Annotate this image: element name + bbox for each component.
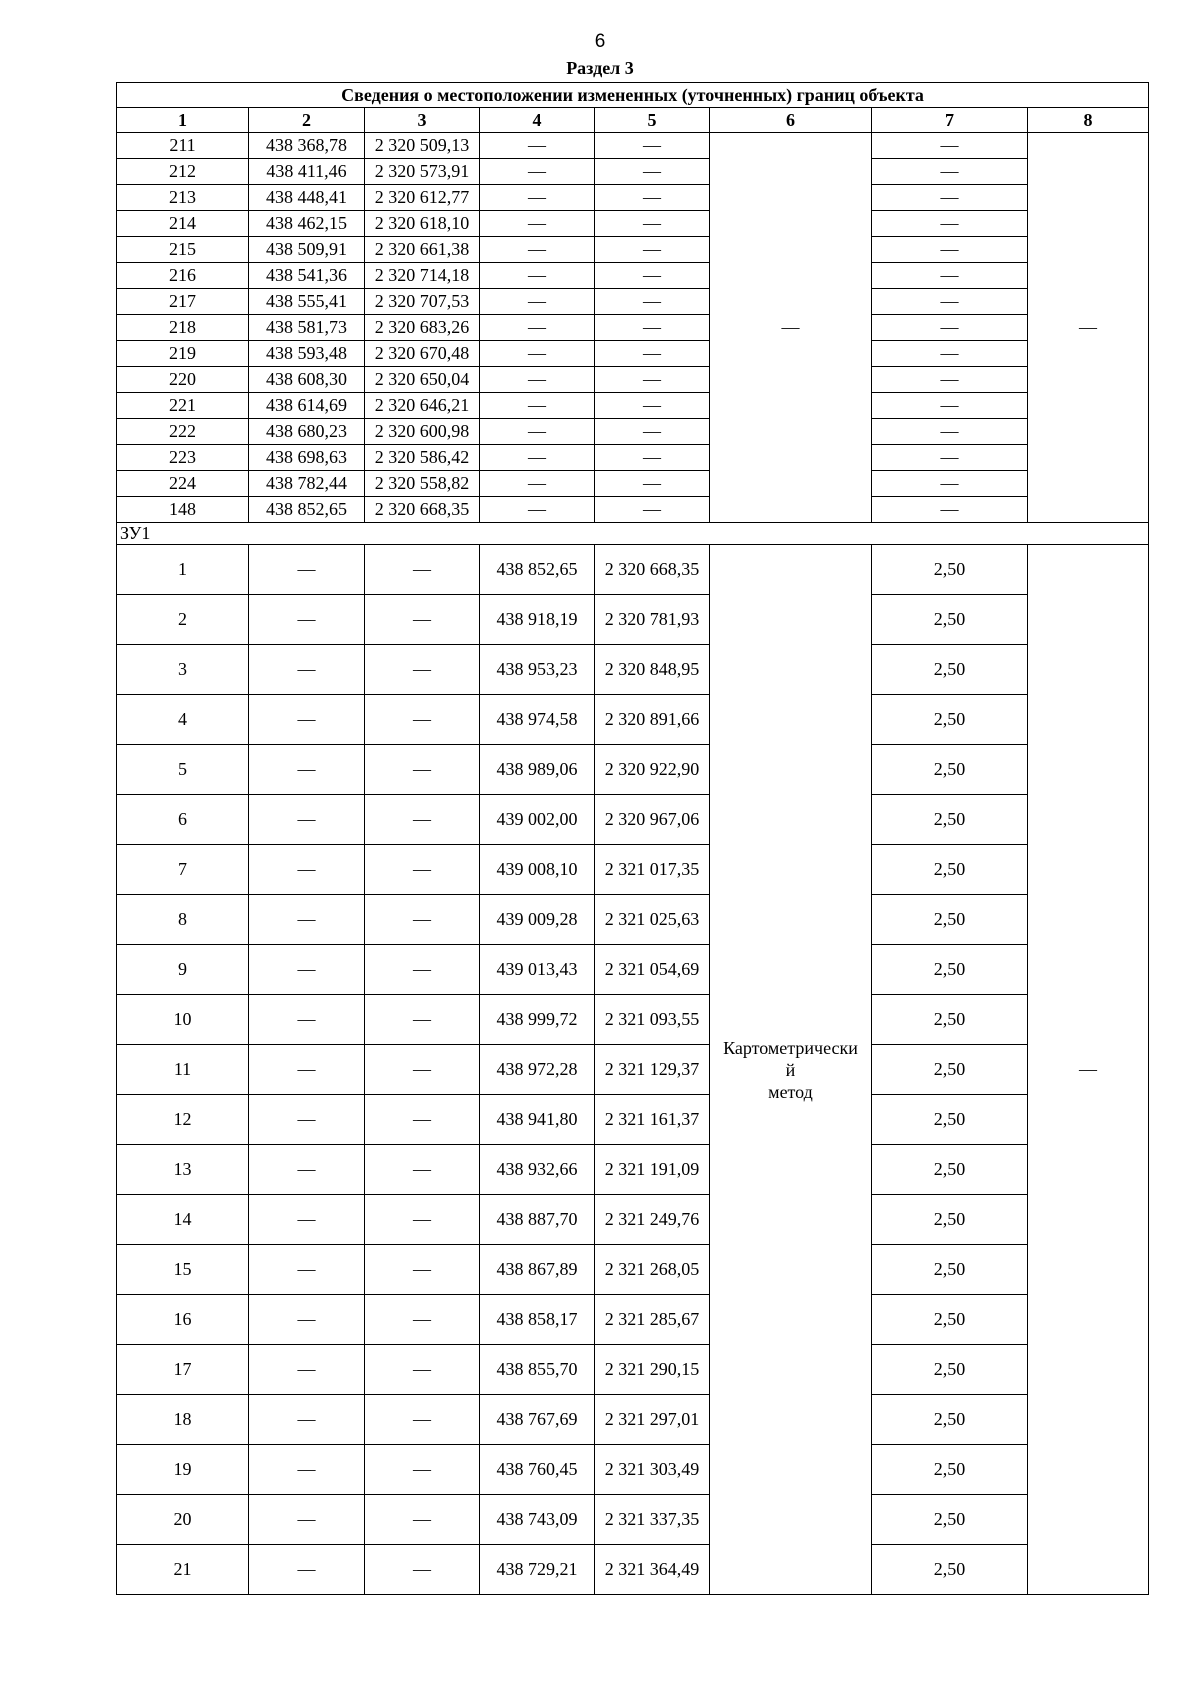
table-row: [117, 367, 1149, 393]
precision: 2,50: [872, 1345, 1028, 1395]
table-row: [117, 263, 1149, 289]
old-x-coordinate: —: [249, 1095, 365, 1145]
x-coordinate: 438 999,72: [480, 995, 595, 1045]
method-text: Картометрически: [723, 1037, 858, 1058]
description-cell: —: [1028, 545, 1149, 1595]
old-y-coordinate: —: [365, 695, 480, 745]
y-coordinate: 2 320 707,53: [365, 289, 480, 315]
precision: 2,50: [872, 645, 1028, 695]
column-header: 1: [117, 108, 249, 133]
x-coordinate: 438 680,23: [249, 419, 365, 445]
new-x-coordinate: —: [480, 159, 595, 185]
new-y-coordinate: —: [595, 341, 710, 367]
old-y-coordinate: —: [365, 845, 480, 895]
new-y-coordinate: —: [595, 159, 710, 185]
y-coordinate: 2 321 161,37: [595, 1095, 710, 1145]
x-coordinate: 438 555,41: [249, 289, 365, 315]
table-row: [117, 1295, 1149, 1345]
old-x-coordinate: —: [249, 1545, 365, 1595]
old-y-coordinate: —: [365, 745, 480, 795]
point-number: 20: [117, 1495, 249, 1545]
new-x-coordinate: —: [480, 263, 595, 289]
old-y-coordinate: —: [365, 945, 480, 995]
point-number: 18: [117, 1395, 249, 1445]
x-coordinate: 438 743,09: [480, 1495, 595, 1545]
y-coordinate: 2 321 054,69: [595, 945, 710, 995]
table-row: [117, 393, 1149, 419]
point-number: 17: [117, 1345, 249, 1395]
y-coordinate: 2 321 268,05: [595, 1245, 710, 1295]
precision: 2,50: [872, 1145, 1028, 1195]
table-row: [117, 1395, 1149, 1445]
precision: 2,50: [872, 745, 1028, 795]
x-coordinate: 439 002,00: [480, 795, 595, 845]
old-y-coordinate: —: [365, 645, 480, 695]
x-coordinate: 438 941,80: [480, 1095, 595, 1145]
new-x-coordinate: —: [480, 367, 595, 393]
table-row: [117, 419, 1149, 445]
x-coordinate: 438 972,28: [480, 1045, 595, 1095]
x-coordinate: 438 608,30: [249, 367, 365, 393]
y-coordinate: 2 320 509,13: [365, 133, 480, 159]
y-coordinate: 2 321 249,76: [595, 1195, 710, 1245]
old-x-coordinate: —: [249, 945, 365, 995]
old-x-coordinate: —: [249, 745, 365, 795]
new-x-coordinate: —: [480, 497, 595, 523]
table-row: [117, 845, 1149, 895]
x-coordinate: 438 593,48: [249, 341, 365, 367]
table-row: [117, 471, 1149, 497]
point-number: 14: [117, 1195, 249, 1245]
precision: 2,50: [872, 995, 1028, 1045]
precision: 2,50: [872, 1295, 1028, 1345]
old-y-coordinate: —: [365, 1345, 480, 1395]
point-number: 148: [117, 497, 249, 523]
x-coordinate: 438 932,66: [480, 1145, 595, 1195]
table-row: [117, 1145, 1149, 1195]
old-x-coordinate: —: [249, 1245, 365, 1295]
precision: 2,50: [872, 1195, 1028, 1245]
table-row: [117, 445, 1149, 471]
y-coordinate: 2 320 670,48: [365, 341, 480, 367]
y-coordinate: 2 320 668,35: [365, 497, 480, 523]
point-number: 218: [117, 315, 249, 341]
column-header: 6: [710, 108, 872, 133]
y-coordinate: 2 321 017,35: [595, 845, 710, 895]
precision: 2,50: [872, 1495, 1028, 1545]
y-coordinate: 2 320 646,21: [365, 393, 480, 419]
precision: —: [872, 133, 1028, 159]
precision: 2,50: [872, 895, 1028, 945]
y-coordinate: 2 321 093,55: [595, 995, 710, 1045]
column-header: 5: [595, 108, 710, 133]
new-y-coordinate: —: [595, 211, 710, 237]
precision: —: [872, 211, 1028, 237]
new-x-coordinate: —: [480, 133, 595, 159]
method-text: метод: [768, 1081, 813, 1102]
new-x-coordinate: —: [480, 289, 595, 315]
old-y-coordinate: —: [365, 1095, 480, 1145]
point-number: 12: [117, 1095, 249, 1145]
parcel-label-row: [117, 523, 1149, 545]
table-row: [117, 289, 1149, 315]
table-row: [117, 595, 1149, 645]
old-x-coordinate: —: [249, 845, 365, 895]
point-number: 215: [117, 237, 249, 263]
x-coordinate: 438 760,45: [480, 1445, 595, 1495]
point-number: 3: [117, 645, 249, 695]
new-y-coordinate: —: [595, 263, 710, 289]
point-number: 21: [117, 1545, 249, 1595]
x-coordinate: 438 852,65: [249, 497, 365, 523]
y-coordinate: 2 320 586,42: [365, 445, 480, 471]
page-number: 6: [594, 31, 606, 52]
point-number: 9: [117, 945, 249, 995]
old-y-coordinate: —: [365, 1045, 480, 1095]
point-number: 7: [117, 845, 249, 895]
table-row: [117, 1195, 1149, 1245]
new-y-coordinate: —: [595, 315, 710, 341]
new-y-coordinate: —: [595, 289, 710, 315]
y-coordinate: 2 321 191,09: [595, 1145, 710, 1195]
old-x-coordinate: —: [249, 645, 365, 695]
table-row: [117, 945, 1149, 995]
point-number: 222: [117, 419, 249, 445]
old-y-coordinate: —: [365, 1395, 480, 1445]
point-number: 10: [117, 995, 249, 1045]
precision: —: [872, 393, 1028, 419]
table-row: [117, 1495, 1149, 1545]
table-row: [117, 1345, 1149, 1395]
x-coordinate: 438 541,36: [249, 263, 365, 289]
precision: —: [872, 471, 1028, 497]
method-cell: —: [710, 133, 872, 523]
y-coordinate: 2 321 129,37: [595, 1045, 710, 1095]
old-y-coordinate: —: [365, 545, 480, 595]
old-x-coordinate: —: [249, 695, 365, 745]
y-coordinate: 2 320 612,77: [365, 185, 480, 211]
table-row: [117, 895, 1149, 945]
table-row: [117, 133, 1149, 159]
precision: —: [872, 185, 1028, 211]
precision: —: [872, 367, 1028, 393]
point-number: 223: [117, 445, 249, 471]
new-y-coordinate: —: [595, 237, 710, 263]
table-row: [117, 211, 1149, 237]
table-body: [117, 133, 1149, 1595]
description-cell: —: [1028, 133, 1149, 523]
y-coordinate: 2 321 297,01: [595, 1395, 710, 1445]
table-row: [117, 341, 1149, 367]
new-y-coordinate: —: [595, 185, 710, 211]
x-coordinate: 438 867,89: [480, 1245, 595, 1295]
table-row: [117, 995, 1149, 1045]
precision: —: [872, 445, 1028, 471]
x-coordinate: 438 918,19: [480, 595, 595, 645]
x-coordinate: 438 411,46: [249, 159, 365, 185]
point-number: 6: [117, 795, 249, 845]
new-x-coordinate: —: [480, 237, 595, 263]
table-row: [117, 159, 1149, 185]
y-coordinate: 2 320 891,66: [595, 695, 710, 745]
old-y-coordinate: —: [365, 1495, 480, 1545]
column-header: 2: [249, 108, 365, 133]
section-title: Раздел 3: [566, 58, 634, 78]
y-coordinate: 2 321 364,49: [595, 1545, 710, 1595]
precision: 2,50: [872, 1045, 1028, 1095]
x-coordinate: 439 009,28: [480, 895, 595, 945]
old-y-coordinate: —: [365, 1445, 480, 1495]
x-coordinate: 438 698,63: [249, 445, 365, 471]
point-number: 19: [117, 1445, 249, 1495]
old-x-coordinate: —: [249, 1045, 365, 1095]
point-number: 220: [117, 367, 249, 393]
old-y-coordinate: —: [365, 595, 480, 645]
point-number: 211: [117, 133, 249, 159]
y-coordinate: 2 320 714,18: [365, 263, 480, 289]
x-coordinate: 438 729,21: [480, 1545, 595, 1595]
old-x-coordinate: —: [249, 1145, 365, 1195]
old-x-coordinate: —: [249, 795, 365, 845]
old-y-coordinate: —: [365, 1145, 480, 1195]
point-number: 16: [117, 1295, 249, 1345]
column-header: 4: [480, 108, 595, 133]
point-number: 13: [117, 1145, 249, 1195]
x-coordinate: 438 852,65: [480, 545, 595, 595]
precision: 2,50: [872, 545, 1028, 595]
precision: —: [872, 341, 1028, 367]
old-x-coordinate: —: [249, 1445, 365, 1495]
y-coordinate: 2 320 668,35: [595, 545, 710, 595]
new-x-coordinate: —: [480, 211, 595, 237]
point-number: 5: [117, 745, 249, 795]
y-coordinate: 2 320 558,82: [365, 471, 480, 497]
new-y-coordinate: —: [595, 367, 710, 393]
y-coordinate: 2 320 618,10: [365, 211, 480, 237]
x-coordinate: 438 974,58: [480, 695, 595, 745]
old-x-coordinate: —: [249, 545, 365, 595]
x-coordinate: 438 614,69: [249, 393, 365, 419]
table-row: [117, 497, 1149, 523]
table-row: [117, 745, 1149, 795]
precision: 2,50: [872, 1545, 1028, 1595]
x-coordinate: 438 858,17: [480, 1295, 595, 1345]
new-y-coordinate: —: [595, 133, 710, 159]
new-y-coordinate: —: [595, 471, 710, 497]
precision: —: [872, 315, 1028, 341]
new-x-coordinate: —: [480, 393, 595, 419]
parcel-label: ЗУ1: [117, 523, 1149, 545]
precision: 2,50: [872, 795, 1028, 845]
table-row: [117, 1045, 1149, 1095]
x-coordinate: 438 989,06: [480, 745, 595, 795]
table-row: [117, 695, 1149, 745]
table-row: [117, 545, 1149, 595]
y-coordinate: 2 320 600,98: [365, 419, 480, 445]
old-y-coordinate: —: [365, 1245, 480, 1295]
table-row: [117, 1445, 1149, 1495]
x-coordinate: 439 013,43: [480, 945, 595, 995]
table-row: [117, 645, 1149, 695]
point-number: 224: [117, 471, 249, 497]
old-x-coordinate: —: [249, 595, 365, 645]
precision: 2,50: [872, 1445, 1028, 1495]
method-text: й: [785, 1059, 796, 1080]
column-header: 8: [1028, 108, 1149, 133]
precision: 2,50: [872, 845, 1028, 895]
y-coordinate: 2 320 661,38: [365, 237, 480, 263]
x-coordinate: 438 953,23: [480, 645, 595, 695]
point-number: 4: [117, 695, 249, 745]
y-coordinate: 2 320 650,04: [365, 367, 480, 393]
table-row: [117, 185, 1149, 211]
precision: —: [872, 289, 1028, 315]
table-row: [117, 315, 1149, 341]
old-y-coordinate: —: [365, 1195, 480, 1245]
y-coordinate: 2 320 683,26: [365, 315, 480, 341]
new-x-coordinate: —: [480, 471, 595, 497]
point-number: 219: [117, 341, 249, 367]
old-x-coordinate: —: [249, 1395, 365, 1445]
table-row: [117, 1245, 1149, 1295]
y-coordinate: 2 321 285,67: [595, 1295, 710, 1345]
table-caption: Сведения о местоположении измененных (уточненных) границ объекта: [117, 83, 1149, 108]
point-number: 216: [117, 263, 249, 289]
x-coordinate: 438 448,41: [249, 185, 365, 211]
precision: —: [872, 159, 1028, 185]
old-x-coordinate: —: [249, 1345, 365, 1395]
y-coordinate: 2 320 967,06: [595, 795, 710, 845]
new-y-coordinate: —: [595, 419, 710, 445]
table-row: [117, 795, 1149, 845]
table-row: [117, 237, 1149, 263]
point-number: 221: [117, 393, 249, 419]
point-number: 217: [117, 289, 249, 315]
boundary-table: [116, 82, 1149, 1595]
column-header-row: [117, 108, 1149, 133]
old-y-coordinate: —: [365, 895, 480, 945]
point-number: 213: [117, 185, 249, 211]
x-coordinate: 438 509,91: [249, 237, 365, 263]
point-number: 11: [117, 1045, 249, 1095]
new-x-coordinate: —: [480, 185, 595, 211]
old-x-coordinate: —: [249, 995, 365, 1045]
precision: 2,50: [872, 595, 1028, 645]
point-number: 214: [117, 211, 249, 237]
old-x-coordinate: —: [249, 1295, 365, 1345]
x-coordinate: 438 581,73: [249, 315, 365, 341]
new-x-coordinate: —: [480, 341, 595, 367]
point-number: 15: [117, 1245, 249, 1295]
precision: —: [872, 237, 1028, 263]
precision: 2,50: [872, 695, 1028, 745]
x-coordinate: 438 462,15: [249, 211, 365, 237]
x-coordinate: 438 855,70: [480, 1345, 595, 1395]
old-x-coordinate: —: [249, 895, 365, 945]
precision: —: [872, 263, 1028, 289]
y-coordinate: 2 320 781,93: [595, 595, 710, 645]
y-coordinate: 2 320 848,95: [595, 645, 710, 695]
precision: 2,50: [872, 945, 1028, 995]
point-number: 1: [117, 545, 249, 595]
precision: 2,50: [872, 1095, 1028, 1145]
x-coordinate: 438 782,44: [249, 471, 365, 497]
column-header: 3: [365, 108, 480, 133]
new-y-coordinate: —: [595, 445, 710, 471]
new-y-coordinate: —: [595, 393, 710, 419]
old-y-coordinate: —: [365, 995, 480, 1045]
method-cell: [710, 545, 872, 1595]
new-y-coordinate: —: [595, 497, 710, 523]
x-coordinate: 438 368,78: [249, 133, 365, 159]
y-coordinate: 2 320 573,91: [365, 159, 480, 185]
x-coordinate: 439 008,10: [480, 845, 595, 895]
x-coordinate: 438 887,70: [480, 1195, 595, 1245]
point-number: 212: [117, 159, 249, 185]
y-coordinate: 2 320 922,90: [595, 745, 710, 795]
point-number: 2: [117, 595, 249, 645]
y-coordinate: 2 321 303,49: [595, 1445, 710, 1495]
old-x-coordinate: —: [249, 1495, 365, 1545]
y-coordinate: 2 321 025,63: [595, 895, 710, 945]
precision: —: [872, 419, 1028, 445]
precision: 2,50: [872, 1245, 1028, 1295]
column-header: 7: [872, 108, 1028, 133]
y-coordinate: 2 321 290,15: [595, 1345, 710, 1395]
precision: 2,50: [872, 1395, 1028, 1445]
point-number: 8: [117, 895, 249, 945]
table-row: [117, 1095, 1149, 1145]
old-x-coordinate: —: [249, 1195, 365, 1245]
old-y-coordinate: —: [365, 1545, 480, 1595]
old-y-coordinate: —: [365, 1295, 480, 1345]
new-x-coordinate: —: [480, 315, 595, 341]
precision: —: [872, 497, 1028, 523]
table-row: [117, 1545, 1149, 1595]
old-y-coordinate: —: [365, 795, 480, 845]
new-x-coordinate: —: [480, 419, 595, 445]
x-coordinate: 438 767,69: [480, 1395, 595, 1445]
y-coordinate: 2 321 337,35: [595, 1495, 710, 1545]
new-x-coordinate: —: [480, 445, 595, 471]
